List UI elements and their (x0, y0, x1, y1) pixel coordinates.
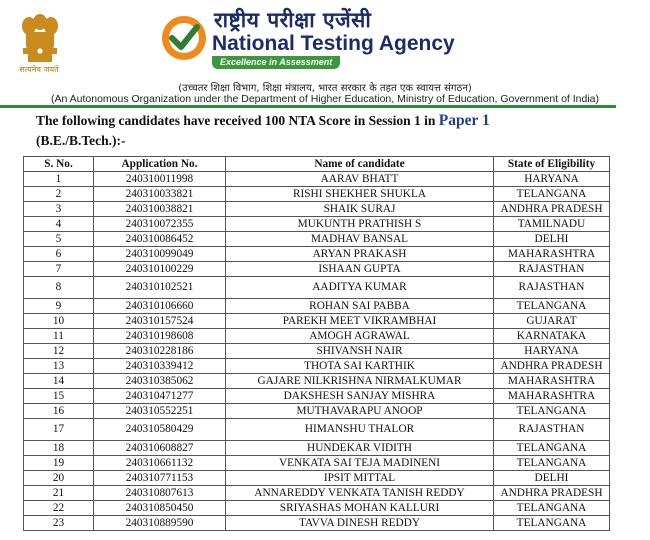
cell-sno: 22 (24, 501, 94, 516)
cell-state: TELANGANA (494, 404, 610, 419)
cell-application-no: 240310771153 (94, 471, 226, 486)
cell-application-no: 240310038821 (94, 202, 226, 217)
cell-application-no: 240310198608 (94, 329, 226, 344)
cell-state: TELANGANA (494, 456, 610, 471)
cell-candidate-name: TAVVA DINESH REDDY (226, 516, 494, 531)
cell-application-no: 240310339412 (94, 359, 226, 374)
intro-text (36, 111, 616, 151)
table-row (24, 232, 610, 247)
table-row (24, 187, 610, 202)
cell-sno: 17 (24, 419, 94, 441)
table-row (24, 389, 610, 404)
table-row (24, 344, 610, 359)
table-row (24, 404, 610, 419)
cell-candidate-name: ANNAREDDY VENKATA TANISH REDDY (226, 486, 494, 501)
cell-sno: 1 (24, 172, 94, 187)
cell-sno: 20 (24, 471, 94, 486)
table-row (24, 247, 610, 262)
cell-application-no: 240310889590 (94, 516, 226, 531)
cell-candidate-name: VENKATA SAI TEJA MADINENI (226, 456, 494, 471)
cell-application-no: 240310580429 (94, 419, 226, 441)
cell-sno: 18 (24, 441, 94, 456)
table-row (24, 486, 610, 501)
cell-state: HARYANA (494, 344, 610, 359)
table-header-row (24, 157, 610, 172)
header-state: State of Eligibility (494, 157, 610, 172)
cell-sno: 14 (24, 374, 94, 389)
cell-candidate-name: HUNDEKAR VIDITH (226, 441, 494, 456)
cell-sno: 21 (24, 486, 94, 501)
cell-sno: 8 (24, 277, 94, 299)
cell-state: TELANGANA (494, 299, 610, 314)
cell-sno: 9 (24, 299, 94, 314)
cell-state: TELANGANA (494, 501, 610, 516)
cell-sno: 4 (24, 217, 94, 232)
cell-sno: 3 (24, 202, 94, 217)
cell-candidate-name: RISHI SHEKHER SHUKLA (226, 187, 494, 202)
cell-application-no: 240310033821 (94, 187, 226, 202)
cell-candidate-name: DAKSHESH SANJAY MISHRA (226, 389, 494, 404)
subtitle-english: (An Autonomous Organization under the Department of Higher Education, Ministry of Education, Government of India) (50, 93, 600, 105)
cell-application-no: 240310385062 (94, 374, 226, 389)
cell-candidate-name: GAJARE NILKRISHNA NIRMALKUMAR (226, 374, 494, 389)
cell-state: DELHI (494, 471, 610, 486)
candidates-table (23, 156, 610, 531)
cell-application-no: 240310099049 (94, 247, 226, 262)
cell-sno: 19 (24, 456, 94, 471)
cell-candidate-name: SRIYASHAS MOHAN KALLURI (226, 501, 494, 516)
cell-candidate-name: ISHAAN GUPTA (226, 262, 494, 277)
cell-candidate-name: ROHAN SAI PABBA (226, 299, 494, 314)
cell-sno: 16 (24, 404, 94, 419)
cell-application-no: 240310608827 (94, 441, 226, 456)
header-divider (0, 105, 616, 108)
table-row (24, 516, 610, 531)
table-row (24, 374, 610, 389)
cell-sno: 13 (24, 359, 94, 374)
cell-candidate-name: AADITYA KUMAR (226, 277, 494, 299)
cell-state: KARNATAKA (494, 329, 610, 344)
cell-state: MAHARASHTRA (494, 389, 610, 404)
nta-logo-icon (160, 14, 208, 62)
table-row (24, 299, 610, 314)
table-row (24, 172, 610, 187)
cell-state: MAHARASHTRA (494, 247, 610, 262)
cell-state: TAMILNADU (494, 217, 610, 232)
header-candidate-name: Name of candidate (226, 157, 494, 172)
table-row (24, 471, 610, 486)
cell-application-no: 240310086452 (94, 232, 226, 247)
cell-application-no: 240310106660 (94, 299, 226, 314)
table-row (24, 419, 610, 441)
cell-application-no: 240310552251 (94, 404, 226, 419)
cell-sno: 11 (24, 329, 94, 344)
cell-application-no: 240310102521 (94, 277, 226, 299)
cell-sno: 10 (24, 314, 94, 329)
table-row (24, 329, 610, 344)
cell-sno: 2 (24, 187, 94, 202)
cell-state: RAJASTHAN (494, 262, 610, 277)
cell-candidate-name: SHIVANSH NAIR (226, 344, 494, 359)
cell-application-no: 240310661132 (94, 456, 226, 471)
cell-candidate-name: MADHAV BANSAL (226, 232, 494, 247)
cell-application-no: 240310100229 (94, 262, 226, 277)
cell-candidate-name: THOTA SAI KARTHIK (226, 359, 494, 374)
cell-application-no: 240310228186 (94, 344, 226, 359)
cell-state: RAJASTHAN (494, 277, 610, 299)
cell-state: HARYANA (494, 172, 610, 187)
table-row (24, 314, 610, 329)
cell-application-no: 240310807613 (94, 486, 226, 501)
subtitle-hindi: (उच्चतर शिक्षा विभाग, शिक्षा मंत्रालय, भारत सरकार के तहत एक स्वायत्त संगठन) (178, 83, 472, 94)
cell-state: TELANGANA (494, 441, 610, 456)
cell-sno: 7 (24, 262, 94, 277)
agency-tagline: Excellence in Assessment (212, 56, 340, 69)
intro-sentence: The following candidates have received 100 NTA Score in Session 1 in (36, 113, 439, 128)
cell-sno: 12 (24, 344, 94, 359)
paper-label: Paper 1 (438, 112, 490, 129)
cell-state: GUJARAT (494, 314, 610, 329)
cell-candidate-name: MUKUNTH PRATHISH S (226, 217, 494, 232)
agency-title: National Testing Agency (212, 32, 455, 55)
emblem-caption: सत्यमेव जयते (19, 65, 59, 74)
header-sno: S. No. (24, 157, 94, 172)
cell-candidate-name: MUTHAVARAPU ANOOP (226, 404, 494, 419)
cell-candidate-name: AMOGH AGRAWAL (226, 329, 494, 344)
cell-candidate-name: PAREKH MEET VIKRAMBHAI (226, 314, 494, 329)
cell-candidate-name: HIMANSHU THALOR (226, 419, 494, 441)
table-row (24, 501, 610, 516)
cell-sno: 23 (24, 516, 94, 531)
cell-candidate-name: SHAIK SURAJ (226, 202, 494, 217)
table-row (24, 217, 610, 232)
cell-application-no: 240310157524 (94, 314, 226, 329)
table-row (24, 277, 610, 299)
cell-state: ANDHRA PRADESH (494, 359, 610, 374)
agency-title-hindi: राष्ट्रीय परीक्षा एजेंसी (214, 8, 372, 32)
cell-sno: 6 (24, 247, 94, 262)
cell-sno: 15 (24, 389, 94, 404)
table-row (24, 456, 610, 471)
table-row (24, 202, 610, 217)
cell-candidate-name: ARYAN PRAKASH (226, 247, 494, 262)
cell-state: TELANGANA (494, 187, 610, 202)
cell-state: RAJASTHAN (494, 419, 610, 441)
cell-state: ANDHRA PRADESH (494, 486, 610, 501)
table-row (24, 359, 610, 374)
paper-detail: (B.E./B.Tech.):- (36, 133, 126, 148)
cell-sno: 5 (24, 232, 94, 247)
table-row (24, 262, 610, 277)
cell-state: MAHARASHTRA (494, 374, 610, 389)
header-application-no: Application No. (94, 157, 226, 172)
table-row (24, 441, 610, 456)
cell-application-no: 240310011998 (94, 172, 226, 187)
cell-candidate-name: AARAV BHATT (226, 172, 494, 187)
cell-state: TELANGANA (494, 516, 610, 531)
cell-state: ANDHRA PRADESH (494, 202, 610, 217)
cell-application-no: 240310850450 (94, 501, 226, 516)
cell-application-no: 240310072355 (94, 217, 226, 232)
cell-candidate-name: IPSIT MITTAL (226, 471, 494, 486)
cell-state: DELHI (494, 232, 610, 247)
cell-application-no: 240310471277 (94, 389, 226, 404)
